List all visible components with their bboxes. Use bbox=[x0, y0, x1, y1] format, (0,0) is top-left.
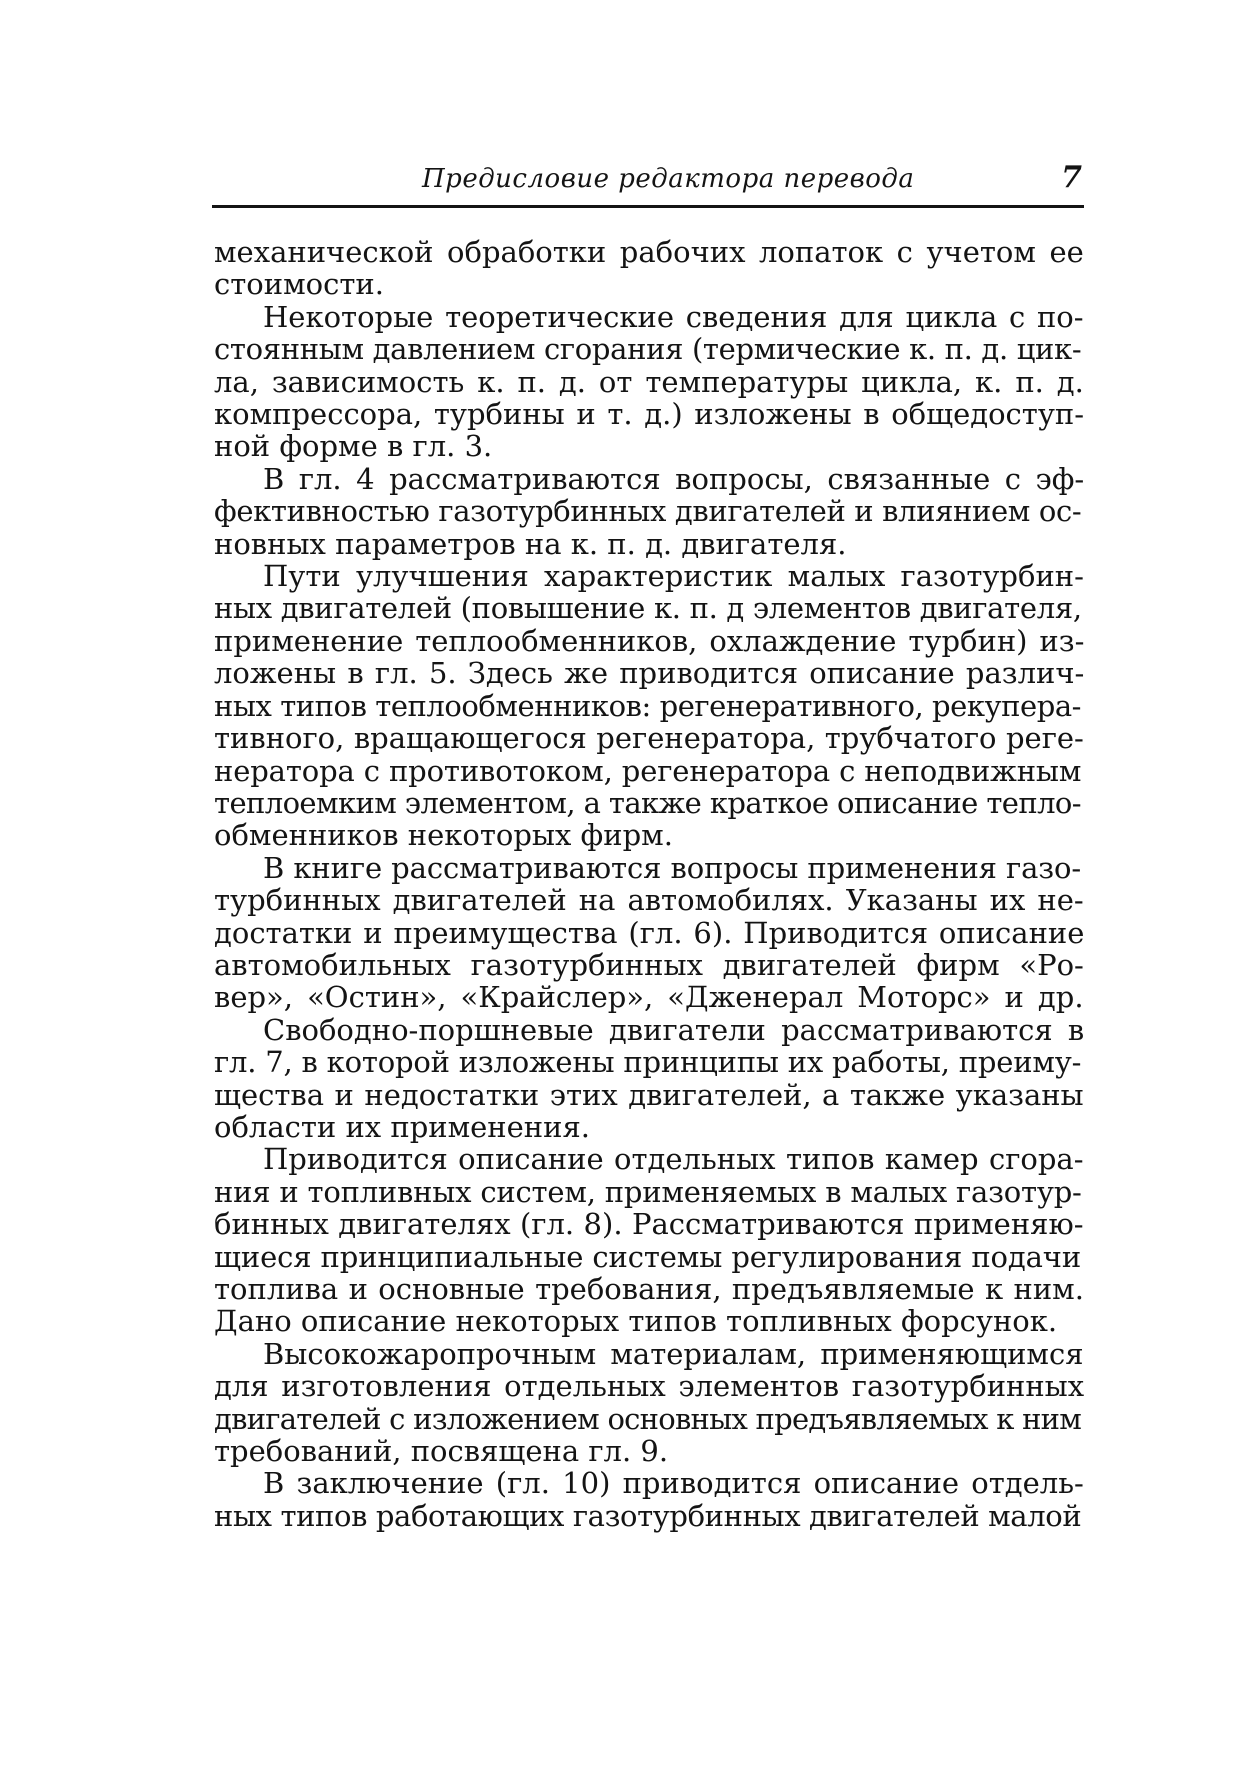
text-line: ной форме в гл. 3. bbox=[214, 429, 493, 464]
text-line: применение теплообменников, охлаждение турбин) из- bbox=[214, 623, 1085, 658]
text-line: В заключение (гл. 10) приводится описание отдель- bbox=[263, 1466, 1084, 1501]
text-line: щиеся принципиальные системы регулирования подачи bbox=[214, 1239, 1082, 1274]
text-line: ных двигателей (повышение к. п. д элементов двигателя, bbox=[214, 591, 1082, 626]
text-line: требований, посвящена гл. 9. bbox=[214, 1434, 669, 1469]
text-line: Дано описание некоторых типов топливных форсунок. bbox=[214, 1304, 1058, 1339]
text-line: вер», «Остин», «Крайслер», «Дженерал Моторс» и др. bbox=[214, 980, 1084, 1015]
text-line: бинных двигателях (гл. 8). Рассматриваются применяю- bbox=[214, 1207, 1084, 1242]
text-line: Высокожаропрочным материалам, применяющимся bbox=[263, 1336, 1084, 1371]
text-line: двигателей с изложением основных предъявляемых к ним bbox=[214, 1401, 1082, 1436]
text-line: гл. 7, в которой изложены принципы их работы, преиму- bbox=[214, 1045, 1082, 1080]
text-line: Приводится описание отдельных типов камер сгора- bbox=[263, 1142, 1084, 1177]
text-line: автомобильных газотурбинных двигателей фирм «Ро- bbox=[214, 947, 1084, 982]
text-line: топлива и основные требования, предъявляемые к ним. bbox=[214, 1272, 1084, 1306]
header-rule bbox=[212, 205, 1084, 208]
text-line: Некоторые теоретические сведения для цикла с по- bbox=[263, 299, 1084, 334]
text-line: обменников некоторых фирм. bbox=[214, 818, 673, 853]
text-line: Свободно-поршневые двигатели рассматриваются в bbox=[263, 1012, 1085, 1047]
text-line: достатки и преимущества (гл. 6). Приводится описание bbox=[214, 915, 1085, 950]
page-number: 7 bbox=[1061, 160, 1082, 195]
text-line: турбинных двигателей на автомобилях. Указаны их не- bbox=[214, 883, 1084, 918]
text-line: области их применения. bbox=[214, 1109, 590, 1144]
text-line: компрессора, турбины и т. д.) изложены в общедоступ- bbox=[214, 397, 1085, 432]
text-line: ных типов теплообменников: регенеративного, рекупера- bbox=[214, 688, 1082, 723]
text-line: тивного, вращающегося регенератора, трубчатого реге- bbox=[214, 721, 1084, 756]
text-line: ложены в гл. 5. Здесь же приводится описание различ- bbox=[214, 656, 1085, 691]
text-line: В книге рассматриваются вопросы применения газо- bbox=[263, 850, 1082, 885]
body-text bbox=[214, 236, 1084, 1532]
text-line: В гл. 4 рассматриваются вопросы, связанные с эф- bbox=[263, 461, 1085, 496]
text-line: нератора с противотоком, регенератора с неподвижным bbox=[214, 753, 1082, 788]
running-header-title: Предисловие редактора перевода bbox=[422, 164, 915, 194]
text-line: теплоемким элементом, а также краткое описание тепло- bbox=[214, 785, 1081, 820]
text-line: ния и топливных систем, применяемых в малых газотур- bbox=[214, 1174, 1082, 1209]
text-line: ла, зависимость к. п. д. от температуры цикла, к. п. д. bbox=[214, 364, 1084, 399]
text-line: механической обработки рабочих лопаток с учетом ее bbox=[214, 235, 1084, 269]
text-line: щества и недостатки этих двигателей, а также указаны bbox=[214, 1077, 1084, 1112]
text-line: стоимости. bbox=[214, 267, 384, 302]
text-line: для изготовления отдельных элементов газотурбинных bbox=[214, 1369, 1085, 1404]
text-line: новных параметров на к. п. д. двигателя. bbox=[214, 526, 847, 561]
text-line: фективностью газотурбинных двигателей и влиянием ос- bbox=[214, 494, 1082, 529]
running-header bbox=[212, 160, 1082, 204]
text-line: ных типов работающих газотурбинных двигателей малой bbox=[214, 1498, 1082, 1533]
text-line: Пути улучшения характеристик малых газотурбин- bbox=[263, 559, 1084, 594]
text-line: стоянным давлением сгорания (термические к. п. д. цик- bbox=[214, 332, 1082, 367]
